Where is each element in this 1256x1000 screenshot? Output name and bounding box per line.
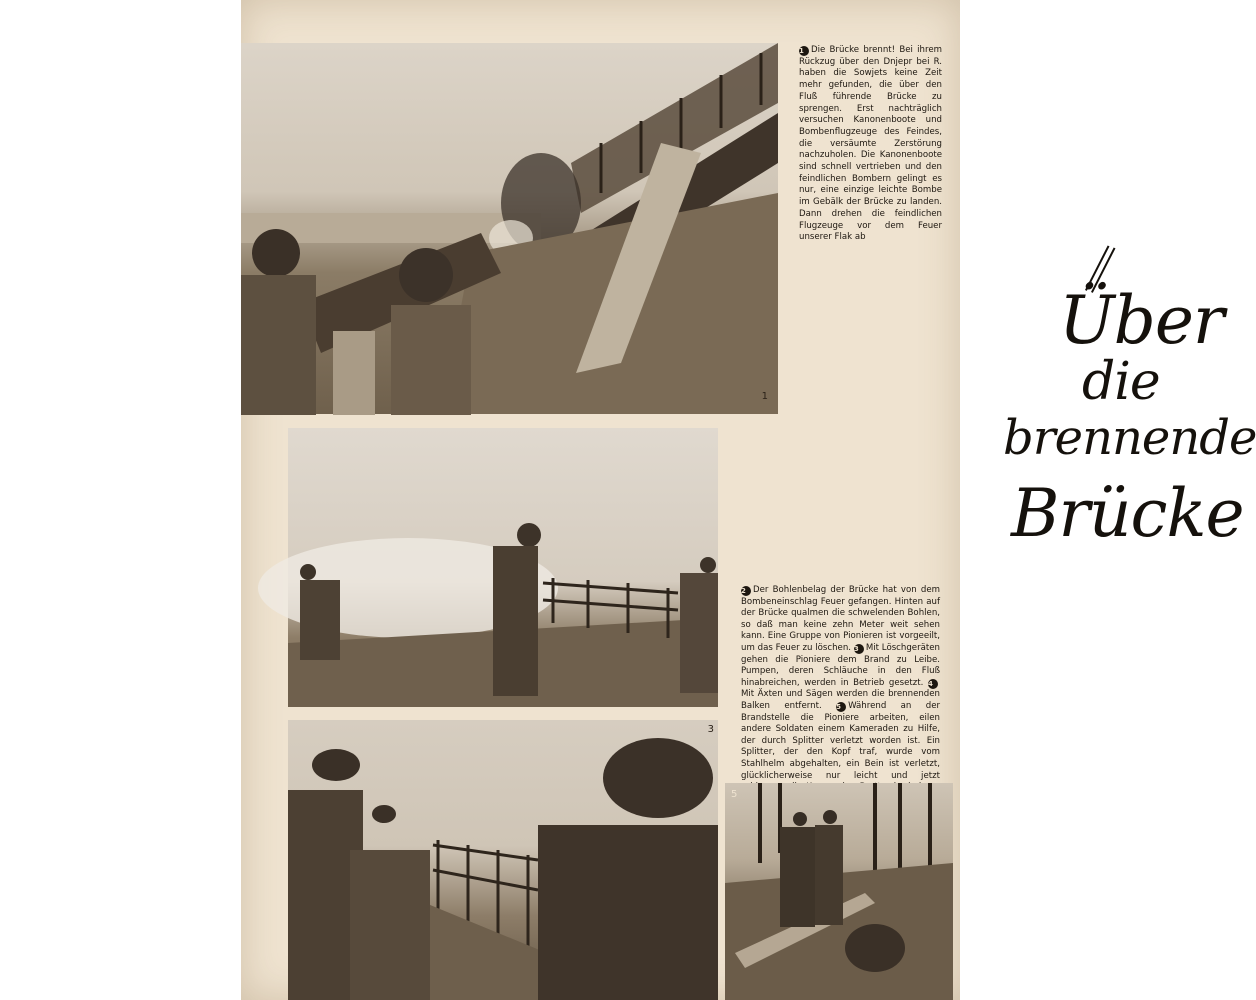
photo-carrying-boards: [725, 783, 953, 1000]
caption-text: Während an der Brandstelle die Pioniere arbeiten, eilen andere Soldaten einem Kameraden zu Hilfe, der durch Splitter verletzt worden ist. Ein Splitter, der den Kopf traf, wurde vom Stahlhelm abgehalten, ein Bein ist verletzt, glücklicherweise nur leicht und jetzt: [741, 700, 941, 781]
caption-number: 4: [928, 679, 938, 689]
bridge-scene-drawing: [241, 43, 778, 414]
photo-number: 1: [761, 391, 768, 402]
photo-number: 5: [731, 789, 738, 800]
magazine-page: [241, 0, 1256, 1000]
caption-number: 2: [741, 586, 751, 596]
boards-scene-drawing: [725, 783, 953, 1000]
headline-line: die: [1082, 352, 1160, 412]
caption-text: Mit Löschgeräten gehen die Pioniere dem Brand zu Leibe. Pumpen, deren Schläuche in den Fluß hinabreichen, werden in Betrieb gesetzt.: [741, 642, 941, 688]
caption-1: [799, 45, 942, 244]
caption-text: Der Bohlenbelag der Brücke hat von dem Bombeneinschlag Feuer gefangen. Hinten auf der Brücke qualmen die schwelenden Bohlen, so daß man keine zehn Meter weit sehen kann. Eine Gruppe von Pionieren ist vorgeeilt, um das Feuer zu löschen.: [741, 585, 940, 653]
headline-line: Über: [1059, 282, 1224, 359]
photo-burning-bridge: [241, 43, 778, 414]
headline-line: brennende: [1003, 410, 1256, 466]
caption-number: 5: [836, 702, 846, 712]
photo-smoke-on-deck: [288, 428, 718, 707]
photo-soldiers-on-bridge: [288, 720, 718, 1000]
deck-scene-drawing: [288, 428, 718, 707]
soldiers-scene-drawing: [288, 720, 718, 1000]
headline: [997, 270, 1256, 580]
caption-number: 1: [799, 46, 809, 56]
headline-line: Brücke: [1011, 475, 1244, 552]
caption-number: 3: [854, 644, 864, 654]
photo-number: 3: [707, 724, 714, 735]
caption-text: Mit Äxten und Sägen werden die brennenden Balken entfernt.: [741, 689, 940, 711]
caption-text: Die Brücke brennt! Bei ihrem Rückzug über den Dnjepr bei R. haben die Sowjets keine Zeit mehr gefunden, die über den Fluß führende Brücke zu sprengen. Erst nachträglich versuchen Kanonenboote und Bombenflugzeuge des Feindes, die versäumte Zerstörung nachzuholen. Die Kanonenboote sind schnell vertrieben und den feindlichen Bombern gelingt es nur, eine einzige leichte Bombe im Gebälk der Brücke zu landen. Dann drehen die feindlichen Flugzeuge vor dem Feuer unserer Flak ab: [799, 45, 942, 243]
